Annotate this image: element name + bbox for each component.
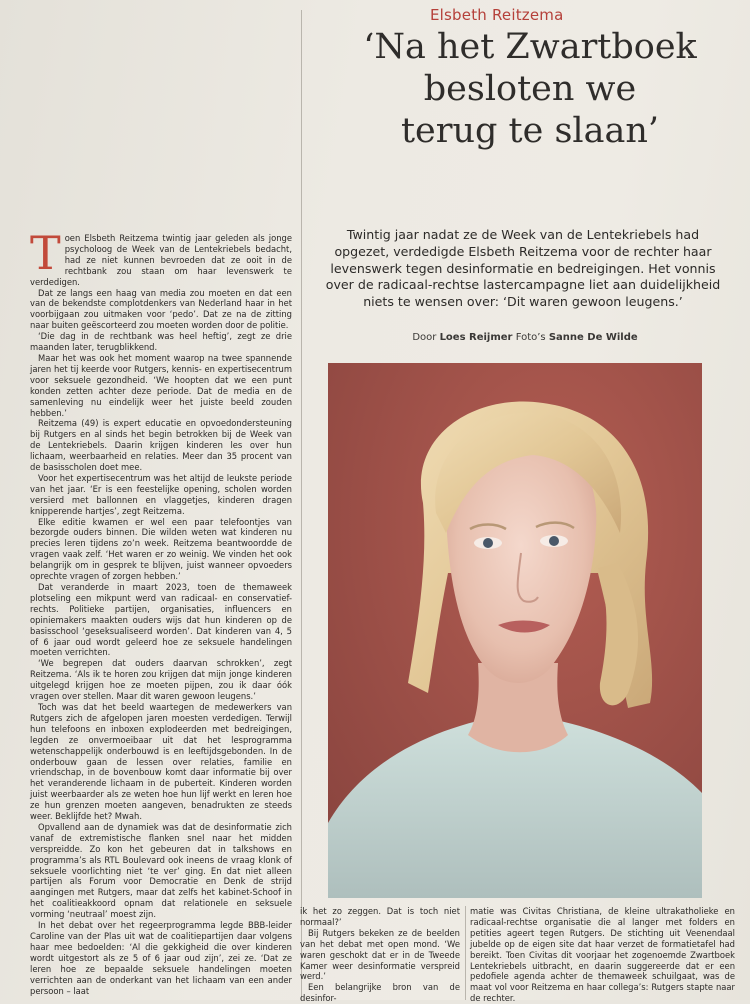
headline-line-3: terug te slaan’: [400, 111, 660, 151]
byline: [320, 332, 730, 343]
article-paragraph: In het debat over het regeerprogramma legde BBB-leider Caroline van der Plas uit wat de coalitiepartijen daar volgens haar mee bedoelden: ‘Al die gekkigheid die over kinderen wordt uitgestort als ze 5 of 6 jaar oud zijn’, zei ze. ‘Dat ze leren hoe ze bepaalde seksuele handelingen moeten verrichten aan de onderkant van het lichaam van een ander persoon – laat: [30, 920, 292, 996]
byline-photographer: Sanne De Wilde: [548, 332, 638, 343]
dropcap: T: [30, 226, 61, 280]
article-paragraph: Maar het was ook het moment waarop na twee spannende jaren het tij keerde voor Rutgers, kennis- en expertisecentrum voor seksuele gezondheid. ‘We hoopten dat we een punt konden zetten achter deze periode. Dat de media en de samenleving nu eindelijk weer het juiste beeld zouden hebben.’: [30, 352, 292, 418]
column-rule: [301, 10, 302, 1000]
article-paragraph-1: Toen Elsbeth Reitzema twintig jaar geleden als jonge psycholoog de Week van de Lentekriebels bedacht, had ze niet kunnen bevroeden dat ze ooit in de rechtbank zou staan om haar levenswerk te verdedigen.: [30, 226, 292, 287]
article-column-2: [300, 906, 460, 1004]
headline: [320, 26, 740, 152]
col2-paragraph: Bij Rutgers bekeken ze de beelden van het debat met open mond. ‘We waren geschokt dat er in de Tweede Kamer weer desinformatie verspreid werd.’: [300, 927, 460, 982]
headline-line-2: besloten we: [423, 69, 637, 109]
byline-author: Loes Reijmer: [439, 332, 513, 343]
article-paragraph: Opvallend aan de dynamiek was dat de desinformatie zich vanaf de extremistische flanken snel naar het midden verspreidde. Zo kon het gebeuren dat in talkshows en programma’s als RTL Boulevard ook ineens de vraag klonk of seksuele voorlichting niet ‘te ver’ ging. En dat niet alleen partijen als Forum voor Democratie en Denk de strijd aangingen met Rutgers, maar dat zelfs het kabinet-Schoof in het coalitieakkoord opnam dat relationele en seksuele vorming ‘neutraal’ moest zijn.: [30, 821, 292, 920]
article-paragraph: Dat veranderde in maart 2023, toen de themaweek plotseling een mikpunt werd van radicaal- en conservatief-rechts. Politieke partijen, organisaties, influencers en opiniemakers maakten ouders wijs dat hun kinderen op de basisschool ‘geseksualiseerd worden’. Dat kinderen van 4, 5 of 6 jaar oud wordt geleerd hoe ze seksuele handelingen moeten verrichten.: [30, 582, 292, 658]
kicker: Elsbeth Reitzema: [430, 6, 564, 24]
portrait-illustration: [328, 363, 702, 898]
article-paragraph: Dat ze langs een haag van media zou moeten en dat een van de bekendste complotdenkers van Nederland haar in het voorbijgaan zou uitmaken voor ‘pedo’. Dat ze na de zitting naar buiten geëscorteerd zou moeten worden door de politie.: [30, 287, 292, 331]
article-paragraph: Toch was dat het beeld waartegen de medewerkers van Rutgers zich de afgelopen jaren moesten verdedigen. Terwijl hun telefoons en inboxen explodeerden met bedreigingen, legden ze onvermoeibaar uit dat het lesprogramma wetenschappelijk onderbouwd is en leeftijdsgebonden. In de onderbouw gaan de lessen over relaties, familie en vriendschap, in de bovenbouw komt daar informatie bij over het veranderende lichaam in de puberteit. Kinderen worden juist weerbaarder als ze weten hoe hun lijf werkt en leren hoe ze hun grenzen moeten aangeven, benadrukten ze steeds weer. Beklijfde het? Mwah.: [30, 701, 292, 822]
byline-photo-prefix: Foto’s: [515, 332, 546, 343]
article-paragraph: Reitzema (49) is expert educatie en opvoedondersteuning bij Rutgers en al sinds het begin betrokken bij de Week van de Lentekriebels. Daarin krijgen kinderen les over hun lichaam, weerbaarheid en relaties. Meer dan 35 procent van de basisscholen doet mee.: [30, 418, 292, 473]
article-column-3: [470, 906, 735, 1004]
left-iris: [483, 538, 493, 548]
headline-line-1: ‘Na het Zwartboek: [363, 27, 697, 67]
article-paragraph: ‘We begrepen dat ouders daarvan schrokken’, zegt Reitzema. ‘Als ik te horen zou krijgen dat mijn jonge kinderen uitgelegd krijgen hoe ze moeten pijpen, zou ik daar óók vragen over stellen. Maar dit waren gewoon leugens.’: [30, 658, 292, 702]
col3-paragraph: matie was Civitas Christiana, de kleine ultrakatholieke en radicaal-rechtse organisatie die al langer met folders en petities ageert tegen Rutgers. De stichting uit Veenendaal jubelde op de eigen site dat haar verzet de formatietafel had bereikt. Toen Civitas dit voorjaar het zogenoemde Zwartboek Lentekriebels uitbracht, en daarin suggereerde dat er een pedofiele agenda achter de themaweek schuilgaat, was de maat vol voor Reitzema en haar collega’s: Rutgers stapte naar de rechter.: [470, 906, 735, 1004]
article-paragraph: Voor het expertisecentrum was het altijd de leukste periode van het jaar. ‘Er is een feestelijke opening, scholen worden versierd met ballonnen en vlaggetjes, kinderen dragen knipperende hartjes’, zegt Reitzema.: [30, 472, 292, 516]
article-paragraph: Elke editie kwamen er wel een paar telefoontjes van bezorgde ouders binnen. Die wilden weten wat kinderen nu precies leren tijdens zo’n week. Reitzema beantwoordde de vragen vaak zelf. ‘Het waren er zo weinig. We vinden het ook belangrijk om in gesprek te blijven, juist wanneer opvoeders oprechte vragen of zorgen hebben.’: [30, 516, 292, 582]
col2-paragraph: Een belangrijke bron van de desinfor-: [300, 982, 460, 1004]
article-paragraph: ‘Die dag in de rechtbank was heel heftig’, zegt ze drie maanden later, terugblikkend.: [30, 331, 292, 353]
col2-paragraph: ik het zo zeggen. Dat is toch niet normaal?’: [300, 906, 460, 927]
portrait-photo: [328, 363, 702, 898]
article-body: [30, 226, 292, 996]
right-iris: [549, 536, 559, 546]
byline-prefix: Door: [412, 332, 437, 343]
column-rule-2: [465, 906, 466, 1000]
lede: Twintig jaar nadat ze de Week van de Lentekriebels had opgezet, verdedigde Elsbeth Reitzema voor de rechter haar levenswerk tegen desinformatie en bedreigingen. Het vonnis over de radicaal-rechtse lastercampagne liet aan duidelijkheid niets te wensen over: ‘Dit waren gewoon leugens.’: [325, 227, 721, 310]
